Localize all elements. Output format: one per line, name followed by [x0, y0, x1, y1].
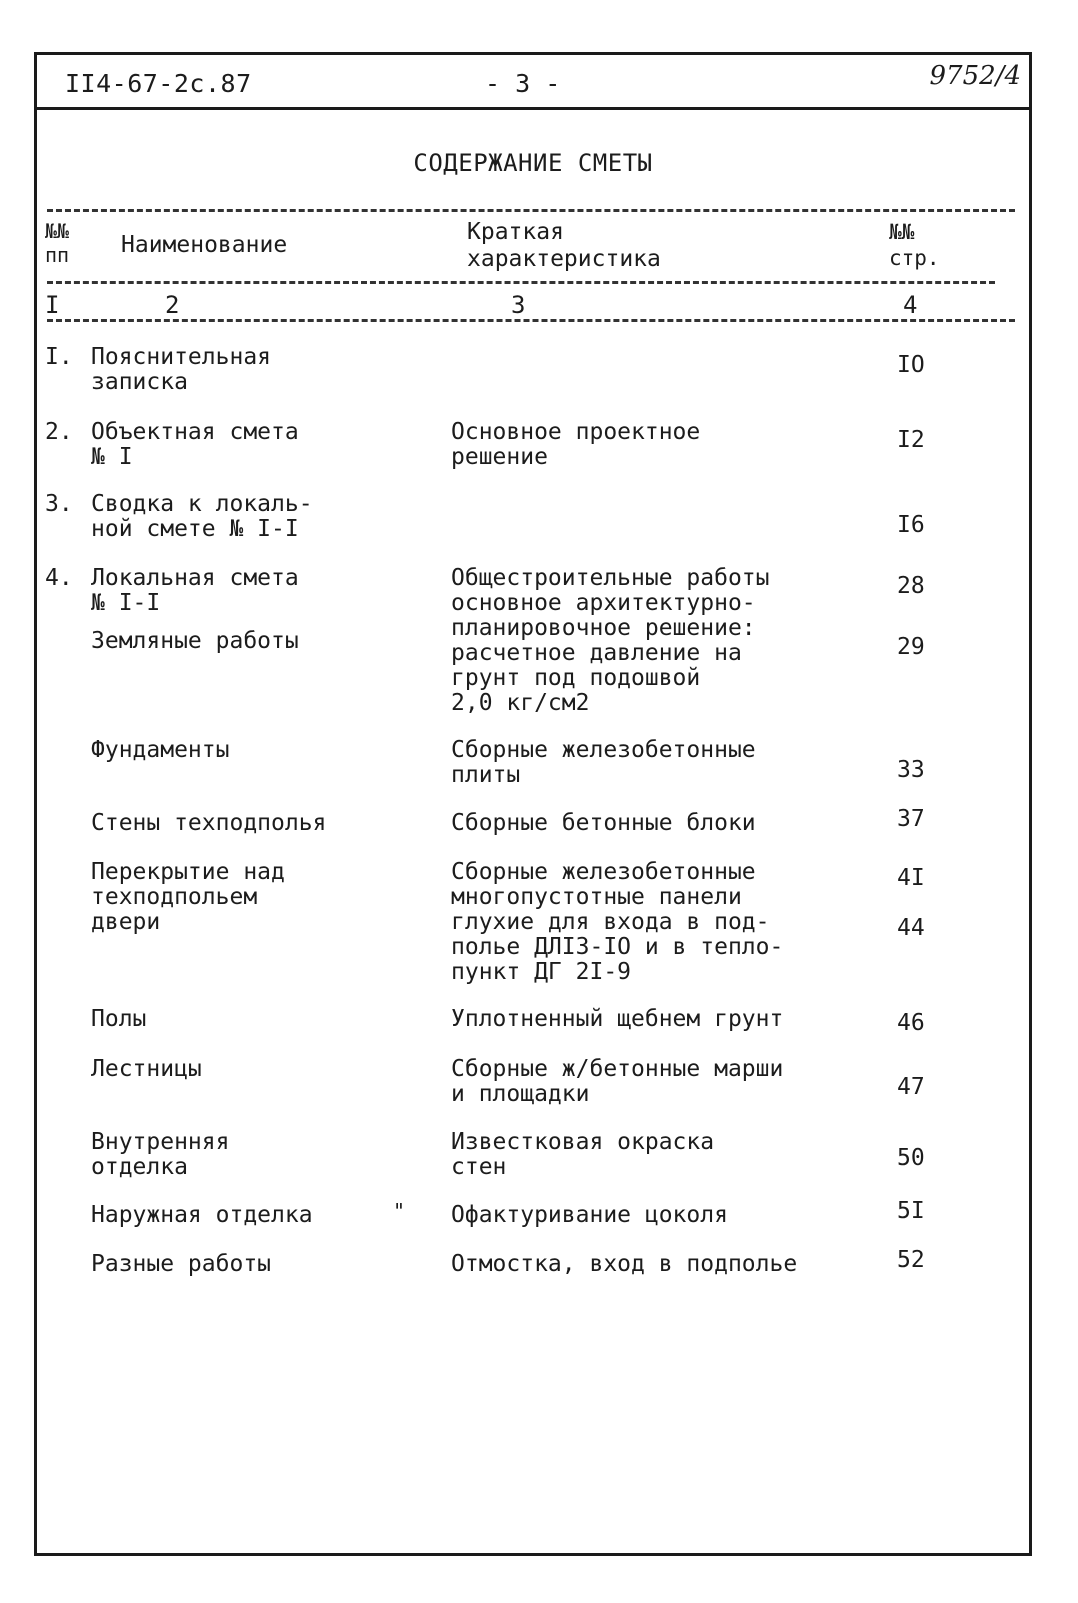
column-number-rule	[47, 319, 1015, 322]
row-page: 44	[897, 915, 925, 941]
row-name: Пояснительная записка	[91, 344, 272, 395]
header-rule	[47, 281, 995, 284]
row-page: 47	[897, 1074, 925, 1100]
row-description: Отмостка, вход в подполье	[451, 1251, 798, 1277]
column-number-4: 4	[903, 291, 918, 319]
row-page: 33	[897, 757, 925, 783]
row-description: Сборные железобетонные многопустотные панели	[451, 859, 756, 910]
page-number: - 3 -	[485, 69, 561, 98]
column-number-1: I	[45, 291, 60, 319]
row-name: Лестницы	[91, 1056, 202, 1082]
row-page: 4I	[897, 865, 925, 891]
row-page: 37	[897, 806, 925, 832]
document-code: II4-67-2с.87	[65, 69, 252, 98]
header-col-page: №№ стр.	[889, 220, 940, 270]
row-description: Основное проектное решение	[451, 419, 701, 470]
row-description: Сборные бетонные блоки	[451, 810, 756, 836]
page-frame	[34, 52, 1032, 1556]
document-title: СОДЕРЖАНИЕ СМЕТЫ	[413, 149, 653, 177]
column-number-3: 3	[511, 291, 526, 319]
row-description: глухие для входа в под- полье ДЛI3-IO и в тепло- пункт ДГ 2I-9	[451, 909, 784, 985]
table-top-rule	[47, 209, 1015, 212]
ditto-mark: "	[393, 1199, 406, 1223]
row-page: 5I	[897, 1198, 925, 1224]
row-number: I.	[45, 344, 73, 370]
row-name: Внутренняя отделка	[91, 1129, 230, 1180]
row-name: двери	[91, 909, 161, 935]
row-description: Уплотненный щебнем грунт	[451, 1006, 784, 1032]
row-page: 52	[897, 1247, 925, 1273]
row-description: Офактуривание цоколя	[451, 1202, 728, 1228]
row-name: Объектная смета № I	[91, 419, 299, 470]
row-name: Наружная отделка	[91, 1202, 313, 1228]
row-page: 50	[897, 1145, 925, 1171]
row-description: Сборные ж/бетонные марши и площадки	[451, 1056, 784, 1107]
row-name: Разные работы	[91, 1251, 272, 1277]
row-page: 46	[897, 1010, 925, 1036]
archive-number: 9752/4	[929, 61, 1021, 91]
row-description: Общестроительные работы основное архитектурно- планировочное решение:	[451, 565, 770, 641]
row-name: Локальная смета № I-I	[91, 565, 299, 616]
row-page: 28	[897, 573, 925, 599]
header-bar	[37, 55, 1029, 110]
column-number-2: 2	[165, 291, 180, 319]
row-name: Перекрытие над техподпольем	[91, 859, 285, 910]
row-name: Полы	[91, 1006, 147, 1032]
row-description: Известковая окраска стен	[451, 1129, 715, 1180]
header-col-desc: Краткая характеристика	[467, 219, 661, 272]
row-name: Стены техподполья	[91, 810, 327, 836]
header-col-no: №№ пп	[45, 219, 70, 267]
row-number: 3.	[45, 491, 73, 517]
row-description: расчетное давление на грунт под подошвой 2,0 кг/см2	[451, 640, 742, 716]
row-number: 2.	[45, 419, 73, 445]
row-name: Земляные работы	[91, 628, 299, 654]
row-number: 4.	[45, 565, 73, 591]
row-page: I2	[897, 427, 925, 453]
row-page: 29	[897, 634, 925, 660]
row-name: Фундаменты	[91, 737, 230, 763]
row-name: Сводка к локаль- ной смете № I-I	[91, 491, 313, 542]
row-page: I6	[897, 512, 925, 538]
header-col-name: Наименование	[121, 232, 288, 258]
row-description: Сборные железобетонные плиты	[451, 737, 756, 788]
row-page: IO	[897, 352, 925, 378]
